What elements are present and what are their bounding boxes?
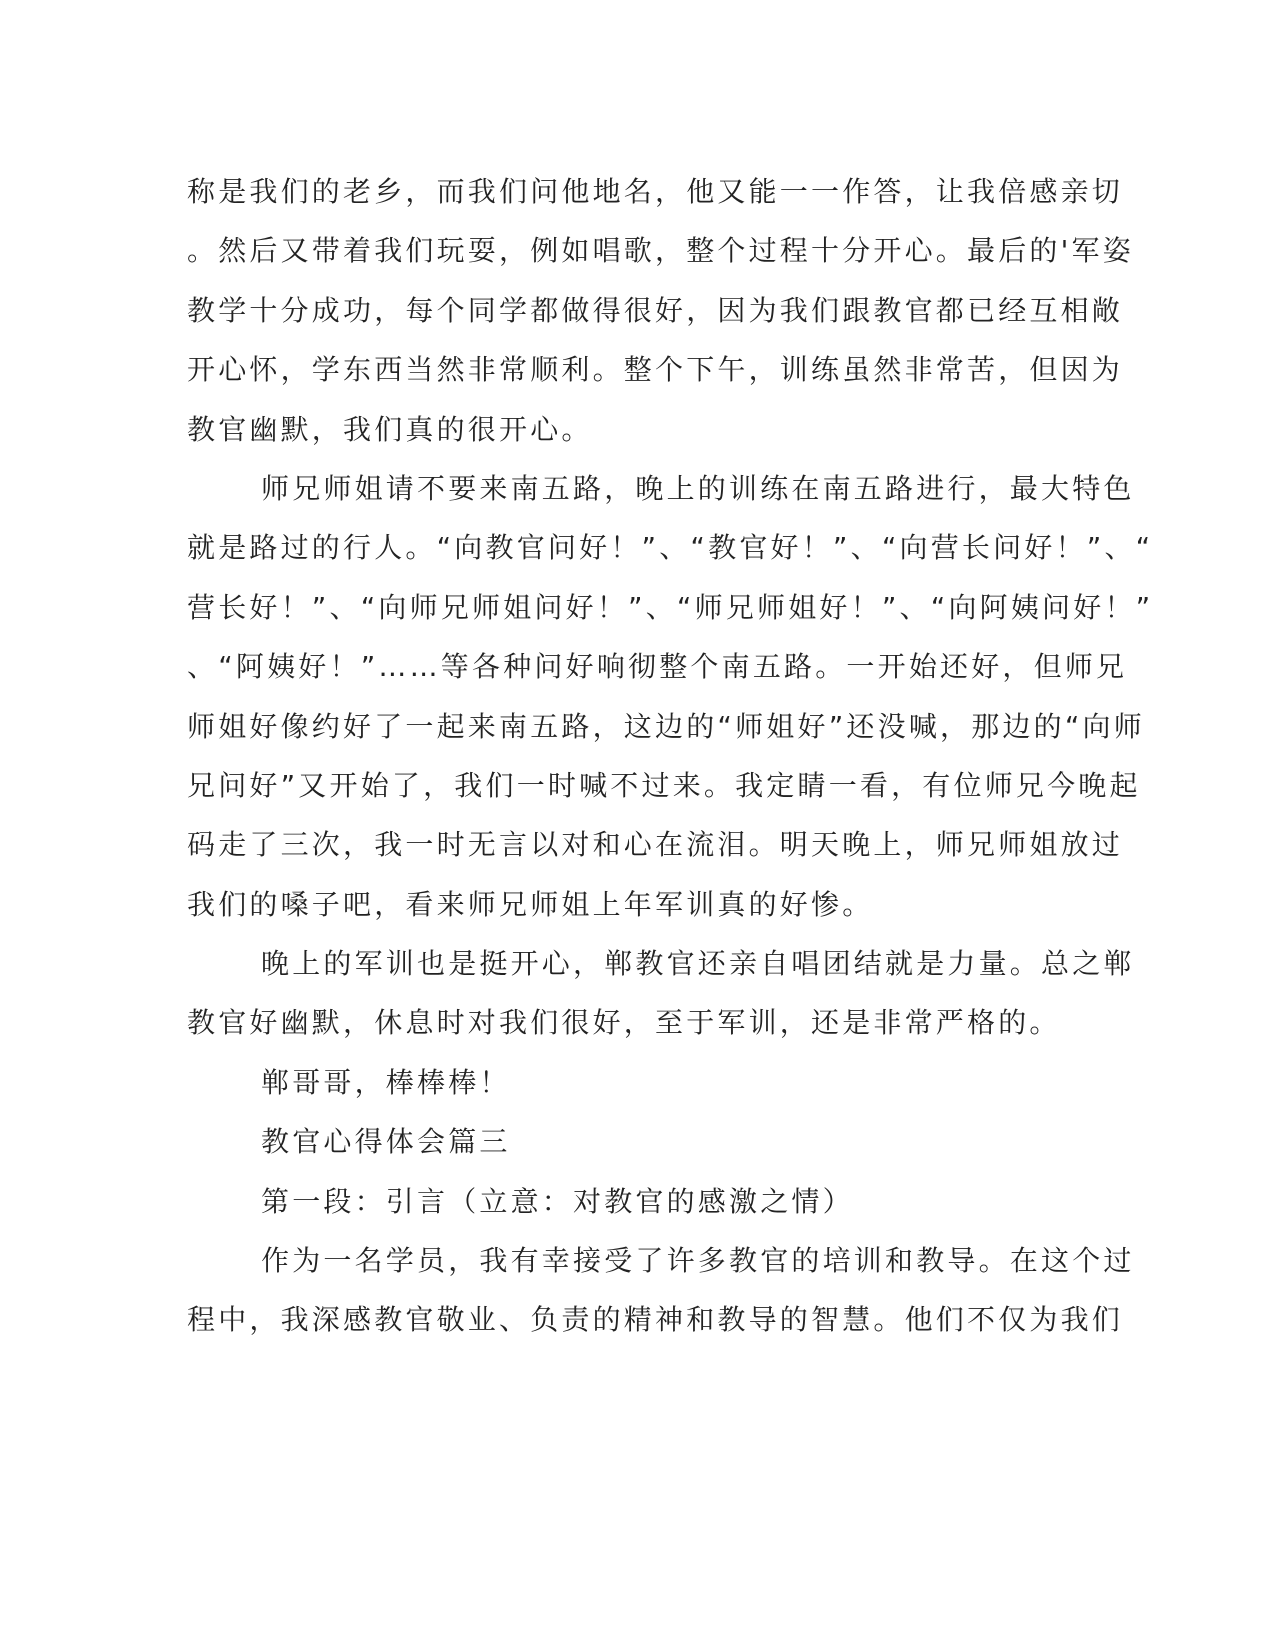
text-line: 称是我们的老乡，而我们问他地名，他又能一一作答，让我倍感亲切 [187,175,1124,208]
text-line: 教官好幽默，休息时对我们很好，至于军训，还是非常严格的。 [187,1006,1061,1040]
text-line: 。然后又带着我们玩耍，例如唱歌，整个过程十分开心。最后的'军姿 [187,234,1134,268]
text-line: 就是路过的行人。“向教官问好！”、“教官好！”、“向营长问好！”、“ [187,531,1154,565]
document-body [187,162,1154,1350]
text-line: 营长好！”、“向师兄师姐问好！”、“师兄师姐好！”、“向阿姨问好！” [187,590,1154,624]
text-line: 我们的嗓子吧，看来师兄师姐上年军训真的好惨。 [187,887,874,921]
paragraph-first-line: 郸哥哥，棒棒棒！ [261,1065,511,1099]
text-line: 、“阿姨好！”……等各种问好响彻整个南五路。一开始还好，但师兄 [187,650,1128,684]
text-line: 教官幽默，我们真的很开心。 [187,412,593,446]
subsection-heading: 第一段：引言（立意：对教官的感激之情） [261,1184,854,1218]
text-line: 兄问好”又开始了，我们一时喊不过来。我定睛一看，有位师兄今晚起 [187,768,1141,802]
paragraph-first-line: 作为一名学员，我有幸接受了许多教官的培训和教导。在这个过 [261,1244,1135,1278]
text-line: 开心怀，学东西当然非常顺利。整个下午，训练虽然非常苦，但因为 [187,353,1124,387]
text-line: 教学十分成功，每个同学都做得很好，因为我们跟教官都已经互相敞 [187,293,1124,327]
text-line: 程中，我深感教官敬业、负责的精神和教导的智慧。他们不仅为我们 [187,1303,1124,1337]
paragraph-first-line: 晚上的军训也是挺开心，郸教官还亲自唱团结就是力量。总之郸 [261,947,1135,981]
text-line: 码走了三次，我一时无言以对和心在流泪。明天晚上，师兄师姐放过 [187,828,1124,862]
paragraph-first-line: 师兄师姐请不要来南五路，晚上的训练在南五路进行，最大特色 [261,471,1135,505]
section-heading: 教官心得体会篇三 [261,1125,511,1159]
text-line: 师姐好像约好了一起来南五路，这边的“师姐好”还没喊，那边的“向师 [187,709,1145,743]
